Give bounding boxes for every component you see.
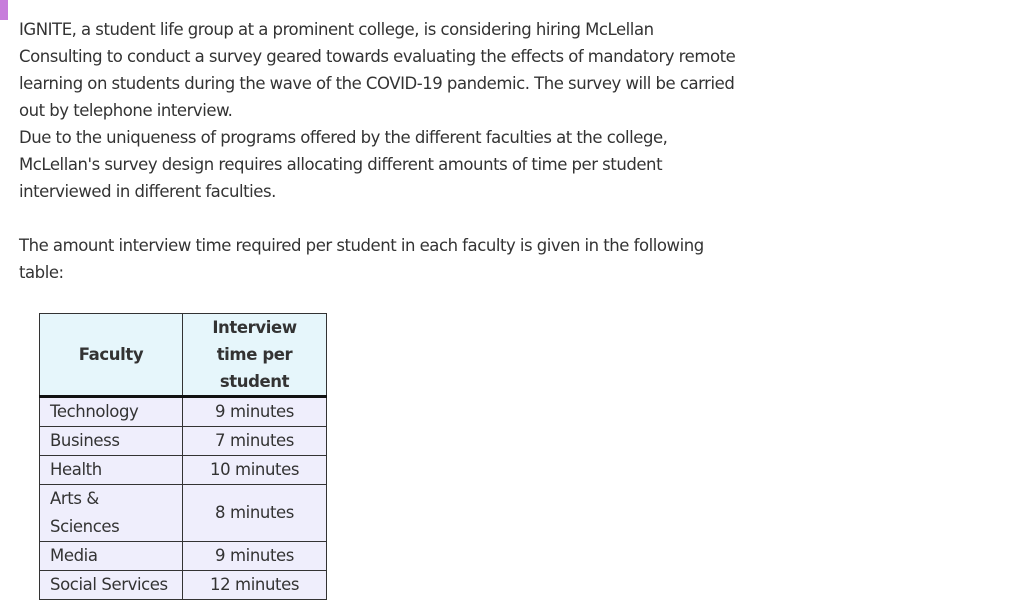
time-cell: 10 minutes (183, 456, 327, 485)
time-cell: 7 minutes (183, 427, 327, 456)
table-row (40, 542, 327, 571)
faculty-cell: Media (40, 542, 183, 571)
problem-text (19, 16, 739, 286)
table-header-row (40, 314, 327, 397)
interview-time-table (39, 313, 327, 600)
faculty-cell: Health (40, 456, 183, 485)
table-row (40, 456, 327, 485)
design-paragraph: Due to the uniqueness of programs offered by the different faculties at the college, McLellan's survey design requires allocating different amounts of time per student interviewed in different faculties. (19, 128, 668, 201)
table-row (40, 485, 327, 542)
faculty-cell: Technology (40, 397, 183, 427)
faculty-cell: Arts & Sciences (40, 485, 183, 542)
table-row (40, 571, 327, 600)
table-row (40, 427, 327, 456)
table-intro-paragraph: The amount interview time required per student in each faculty is given in the following table: (19, 236, 704, 282)
intro-paragraph: IGNITE, a student life group at a prominent college, is considering hiring McLellan Consulting to conduct a survey geared towards evaluating the effects of mandatory remote learning on students during the wave of the COVID-19 pandemic. The survey will be carried out by telephone interview. (19, 20, 736, 120)
faculty-cell: Business (40, 427, 183, 456)
header-faculty: Faculty (40, 314, 183, 397)
time-cell: 12 minutes (183, 571, 327, 600)
header-interview-time: Interview time per student (183, 314, 327, 397)
faculty-cell: Social Services (40, 571, 183, 600)
time-cell: 8 minutes (183, 485, 327, 542)
time-cell: 9 minutes (183, 397, 327, 427)
time-cell: 9 minutes (183, 542, 327, 571)
table-row (40, 397, 327, 427)
paragraph-spacer (19, 205, 739, 232)
accent-marker (0, 0, 8, 20)
